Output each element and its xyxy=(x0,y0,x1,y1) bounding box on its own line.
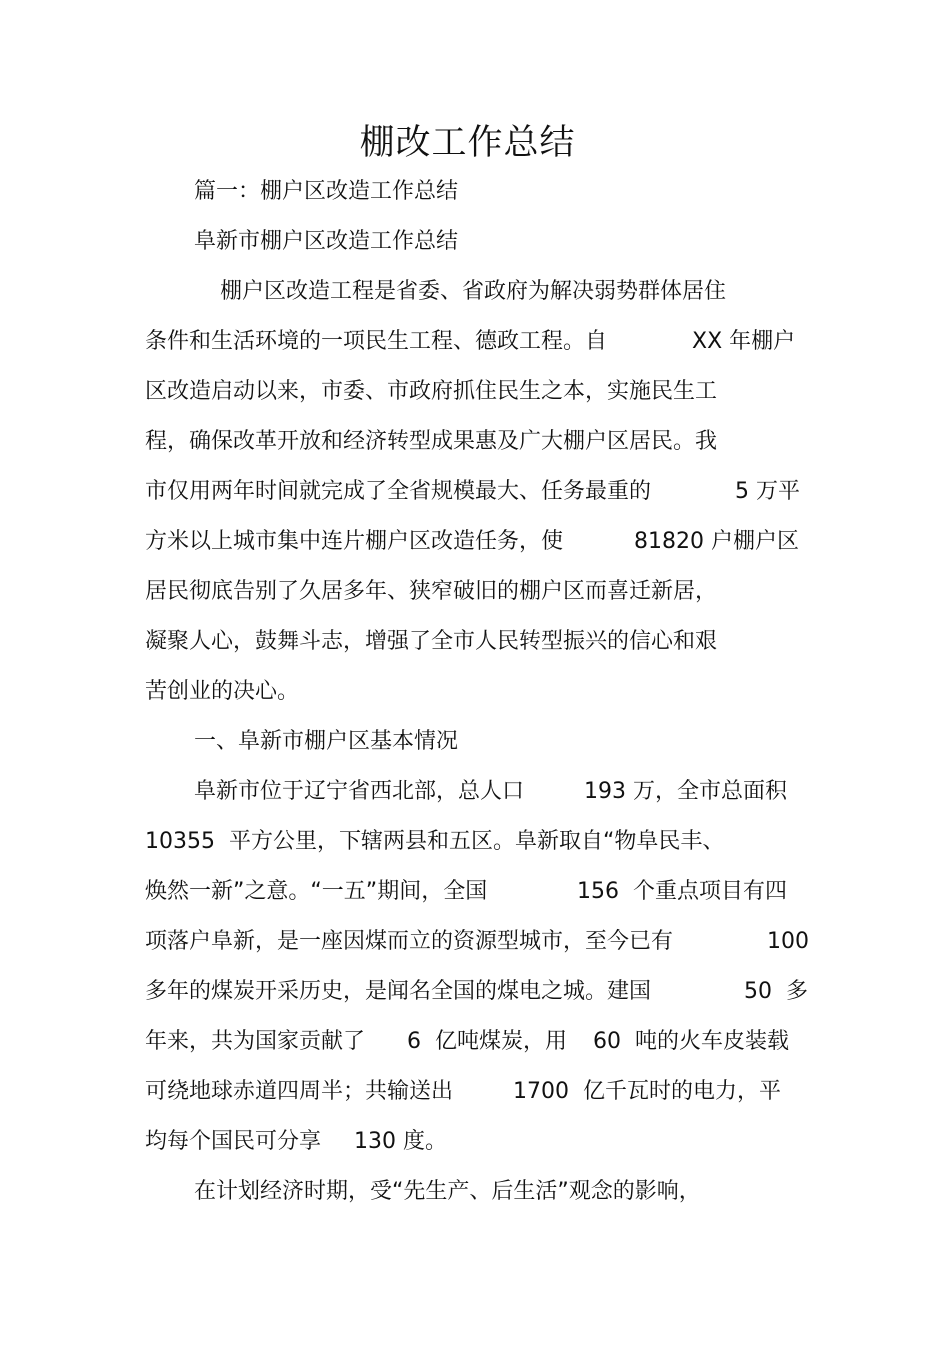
paragraph-line xyxy=(145,477,651,507)
paragraph-line xyxy=(220,277,726,307)
paragraph-line-fragment xyxy=(407,1027,567,1057)
text-line: 100 xyxy=(767,929,809,954)
paragraph-line xyxy=(145,627,717,657)
paragraph-line xyxy=(194,777,524,807)
text-line: 81820 户棚户区 xyxy=(634,529,799,554)
paragraph-line-fragment xyxy=(593,1027,789,1057)
text-line: 区改造启动以来，市委、市政府抓住民生之本，实施民生工 xyxy=(145,379,718,404)
text-line: 市仅用两年时间就完成了全省规模最大、任务最重的 xyxy=(145,479,652,504)
paragraph-line xyxy=(145,427,717,457)
text-line: 5 万平 xyxy=(735,479,800,504)
text-line: 条件和生活环境的一项民生工程、德政工程。自 xyxy=(145,329,608,354)
document-title: 棚改工作总结 xyxy=(359,123,576,163)
paragraph-line xyxy=(145,377,717,407)
text-line: 在计划经济时期，受“先生产、后生活”观念的影响， xyxy=(194,1179,701,1204)
text-line: 1700 亿千瓦时的电力，平 xyxy=(513,1079,781,1104)
paragraph-line xyxy=(145,877,487,907)
text-line: 50 多 xyxy=(744,979,808,1004)
paragraph-line xyxy=(145,977,651,1007)
paragraph-line-fragment xyxy=(767,927,809,957)
text-line: 6 亿吨煤炭，用 xyxy=(407,1029,567,1054)
text-line: 居民彻底告别了久居多年、狭窄破旧的棚户区而喜迁新居， xyxy=(145,579,718,604)
text-line: 一、阜新市棚户区基本情况 xyxy=(194,729,459,754)
text-line: XX 年棚户 xyxy=(692,329,796,354)
paragraph-line xyxy=(145,827,724,857)
text-line: 可绕地球赤道四周半；共输送出 xyxy=(145,1079,454,1104)
paragraph-line-fragment xyxy=(354,1127,447,1157)
text-line: 程，确保改革开放和经济转型成果惠及广大棚户区居民。我 xyxy=(145,429,718,454)
section-heading-one xyxy=(194,727,458,757)
text-line: 60 吨的火车皮装载 xyxy=(593,1029,789,1054)
text-line: 阜新市位于辽宁省西北部，总人口 xyxy=(194,779,525,804)
paragraph-line xyxy=(145,1127,321,1157)
text-line: 10355 平方公里，下辖两县和五区。阜新取自“物阜民丰、 xyxy=(145,829,725,854)
text-line: 年来，共为国家贡献了 xyxy=(145,1029,366,1054)
text-line: 多年的煤炭开采历史，是闻名全国的煤电之城。建国 xyxy=(145,979,652,1004)
paragraph-line-fragment xyxy=(735,477,800,507)
paragraph-line xyxy=(145,577,717,607)
text-line: 方米以上城市集中连片棚户区改造任务，使 xyxy=(145,529,564,554)
text-line: 130 度。 xyxy=(354,1129,447,1154)
paragraph-line xyxy=(145,927,673,957)
text-line: 项落户阜新，是一座因煤而立的资源型城市，至今已有 xyxy=(145,929,674,954)
paragraph-line-fragment xyxy=(744,977,808,1007)
paragraph-line xyxy=(145,527,563,557)
paragraph-line-fragment xyxy=(584,777,787,807)
text-line: 193 万，全市总面积 xyxy=(584,779,787,804)
paragraph-line-fragment xyxy=(634,527,799,557)
text-line: 156 个重点项目有四 xyxy=(577,879,787,904)
paragraph-line xyxy=(145,327,607,357)
paragraph-line-fragment xyxy=(513,1077,781,1107)
paragraph-line-fragment xyxy=(692,327,795,357)
text-line: 苦创业的决心。 xyxy=(145,679,300,704)
text-line: 凝聚人心，鼓舞斗志，增强了全市人民转型振兴的信心和艰 xyxy=(145,629,718,654)
text-line: 篇一：棚户区改造工作总结 xyxy=(194,179,459,204)
section-subtitle xyxy=(194,227,458,257)
paragraph-line xyxy=(145,677,299,707)
text-line: 阜新市棚户区改造工作总结 xyxy=(194,229,459,254)
section-heading-part-one xyxy=(194,177,458,207)
text-line: 焕然一新”之意。“一五”期间，全国 xyxy=(145,879,488,904)
paragraph-line xyxy=(145,1027,365,1057)
paragraph-line xyxy=(145,1077,453,1107)
text-line: 棚户区改造工程是省委、省政府为解决弱势群体居住 xyxy=(220,279,727,304)
paragraph-line-fragment xyxy=(577,877,787,907)
paragraph-line xyxy=(194,1177,701,1207)
text-line: 均每个国民可分享 xyxy=(145,1129,322,1154)
